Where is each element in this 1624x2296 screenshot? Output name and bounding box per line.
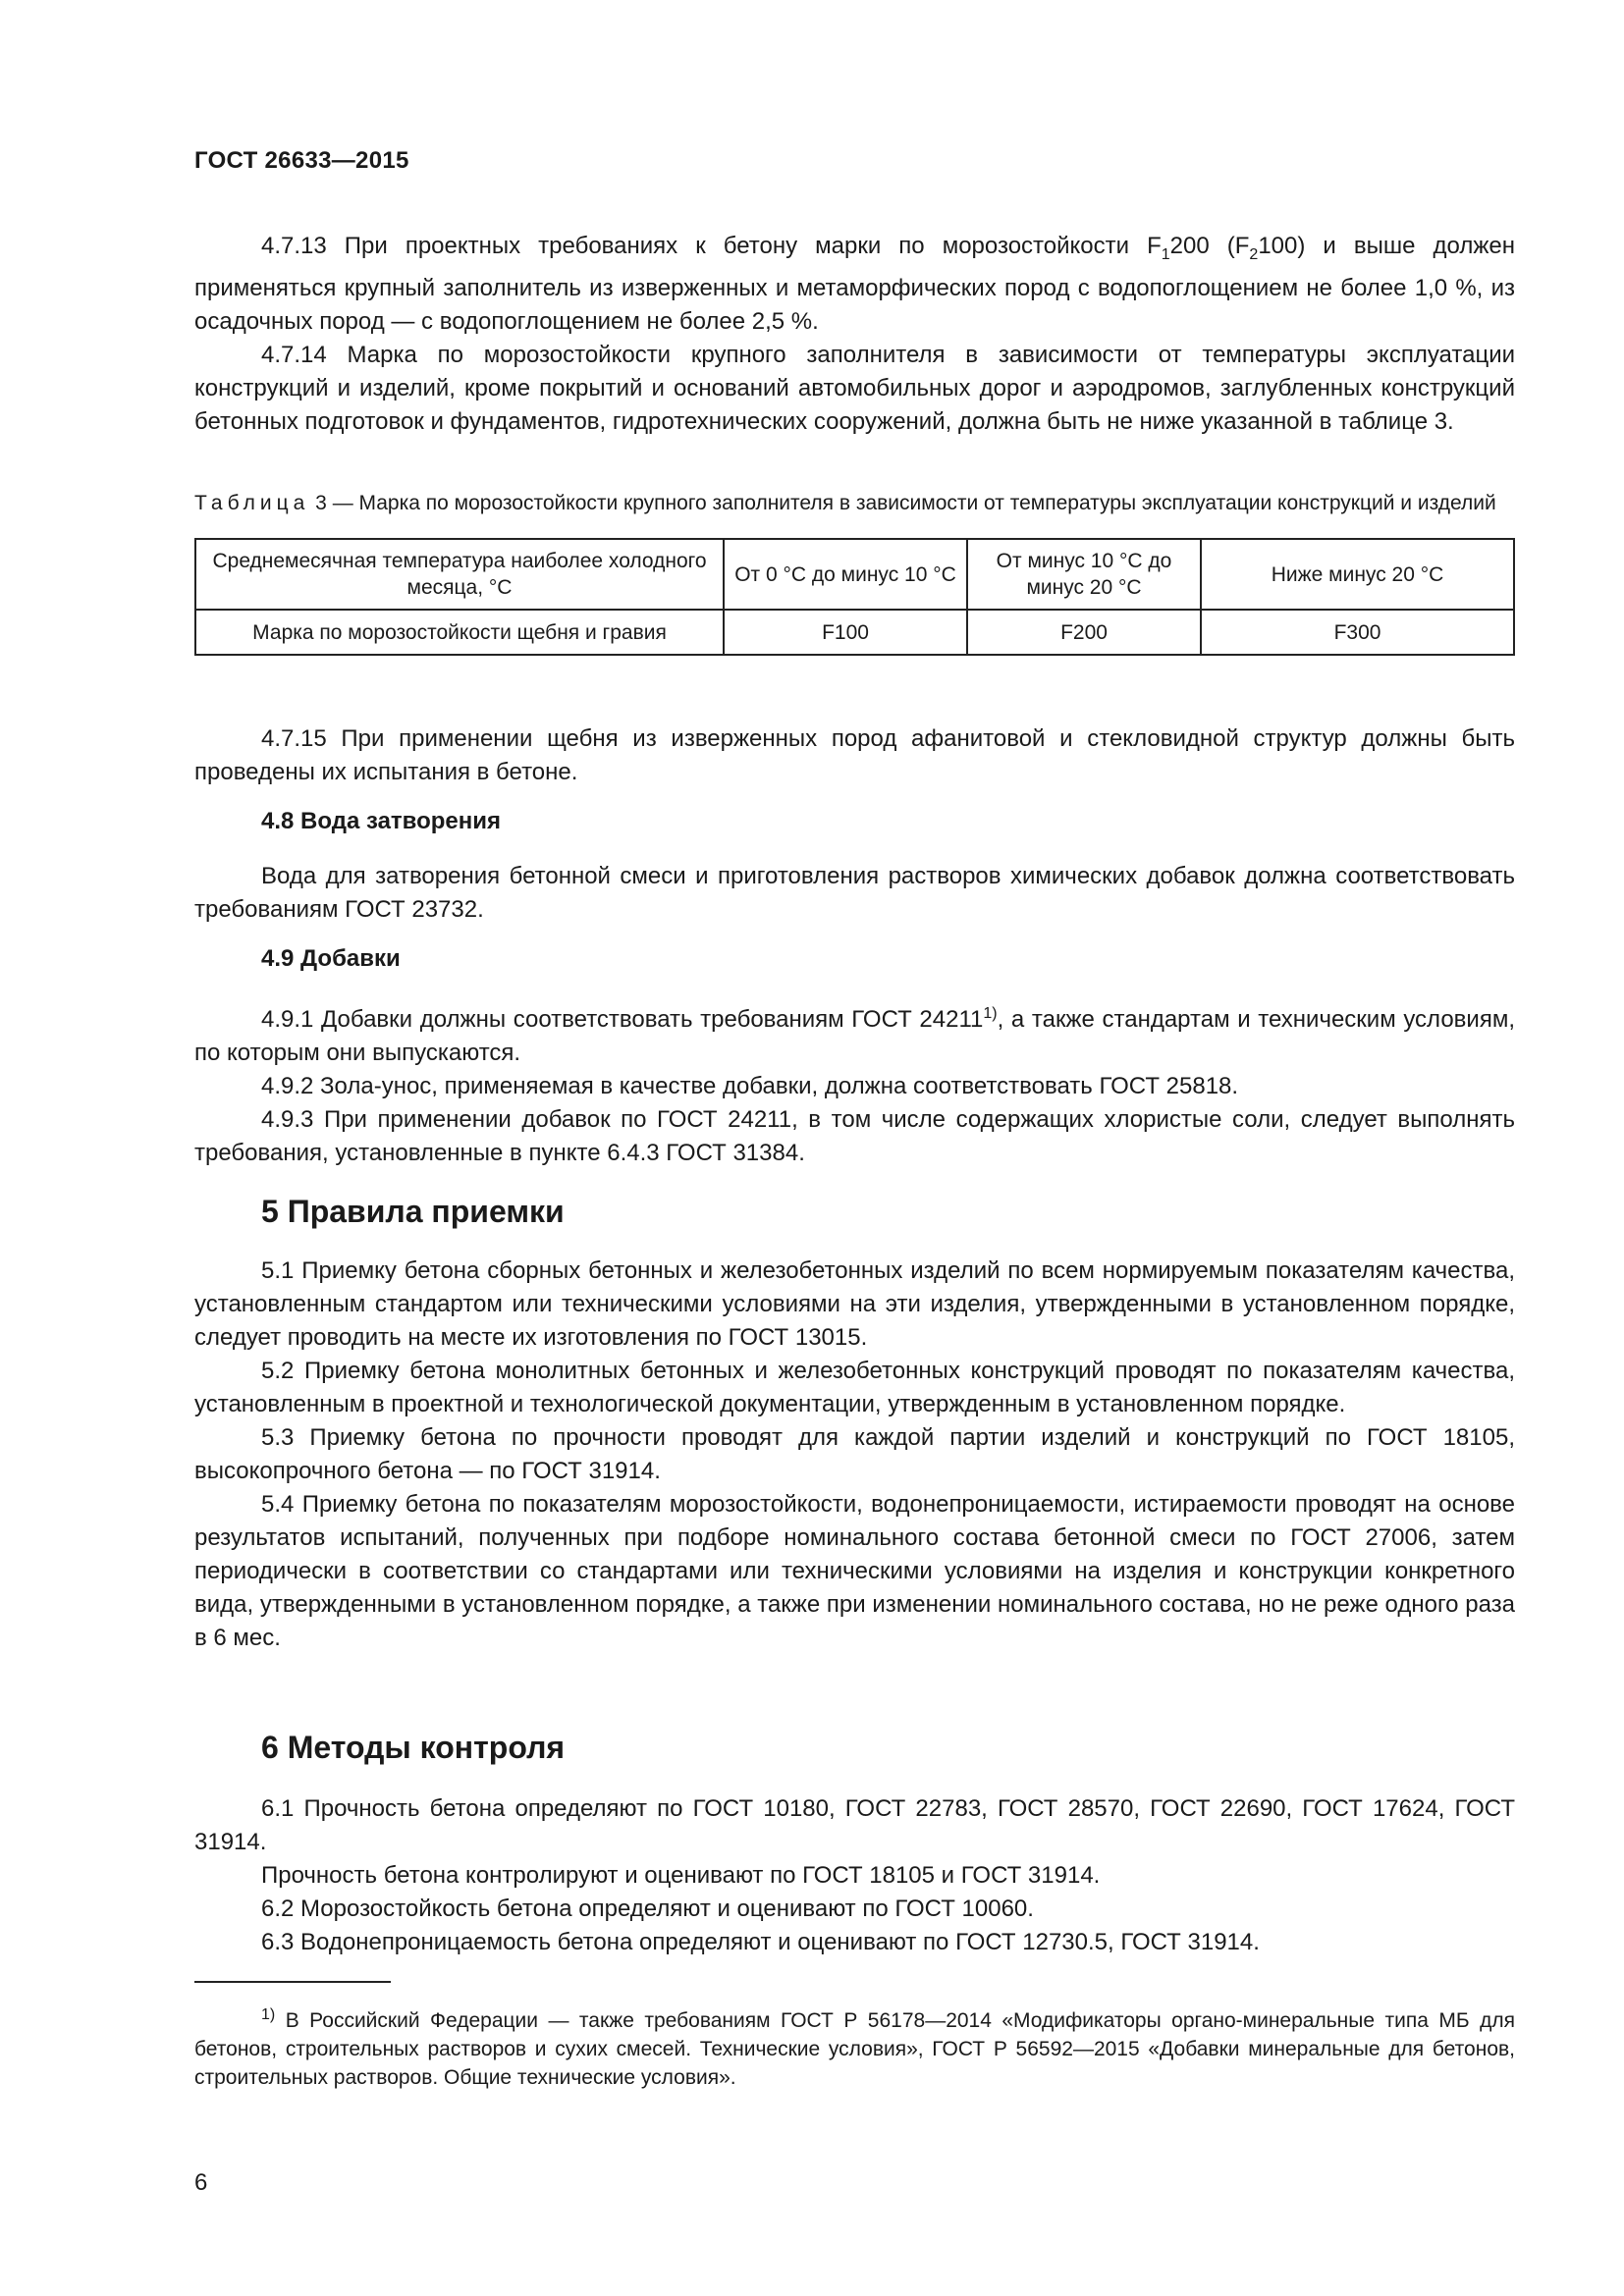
table-cell: Марка по морозостойкости щебня и гравия [195, 610, 724, 655]
paragraph-6-1-b: Прочность бетона контролируют и оценивают по ГОСТ 18105 и ГОСТ 31914. [261, 1862, 1101, 1889]
table-3-block [194, 489, 1515, 656]
table-header-cell: Среднемесячная температура наиболее холодного месяца, °С [195, 539, 724, 610]
paragraph-4-9-3: 4.9.3 При применении добавок по ГОСТ 24211, в том числе содержащих хлористые соли, следует выполнять требования, установленные в пункте 6.4.3 ГОСТ 31384. [194, 1106, 1515, 1166]
paragraph-4-9-2: 4.9.2 Зола-унос, применяемая в качестве добавки, должна соответствовать ГОСТ 25818. [261, 1073, 1239, 1099]
table-cell: F100 [724, 610, 967, 655]
table-caption: Таблица 3 — Марка по морозостойкости крупного заполнителя в зависимости от температуры эксплуатации конструкций и изделий [194, 492, 1496, 514]
page-header-doc-id: ГОСТ 26633—2015 [194, 147, 409, 174]
table-header-cell: От 0 °С до минус 10 °С [724, 539, 967, 610]
footnote-block [194, 1981, 1515, 2092]
body-block-4-7 [194, 230, 1515, 439]
footnote-separator [194, 1981, 391, 1983]
paragraph-5-3: 5.3 Приемку бетона по прочности проводят для каждой партии изделий и конструкций по ГОСТ 18105, высокопрочного бетона — по ГОСТ 31914. [194, 1424, 1515, 1484]
table-cell: F200 [967, 610, 1201, 655]
section-6 [194, 1728, 1515, 1959]
section-heading-5: 5 Правила приемки [261, 1194, 565, 1229]
paragraph-4-7-13: 4.7.13 При проектных требованиях к бетону марки по морозостойкости $F_1200$ $(F_2100)$ и выше должен применяться крупный заполнитель из изверженных и метаморфических пород с водопоглощением не более 1,0 %, из осадочных пород — с водопоглощением не более 2,5 %. [194, 233, 1515, 335]
paragraph-4-9-1: 4.9.1 Добавки должны соответствовать требованиям ГОСТ 24211$^{1)}$, а также стандартам и техническим условиям, по которым они выпускаются. [194, 1005, 1515, 1066]
page-number: 6 [194, 2169, 208, 2196]
table-cell: F300 [1201, 610, 1514, 655]
paragraph-4-8: Вода для затворения бетонной смеси и приготовления растворов химических добавок должна соответствовать требованиям ГОСТ 23732. [194, 863, 1515, 923]
paragraph-6-3: 6.3 Водонепроницаемость бетона определяют и оценивают по ГОСТ 12730.5, ГОСТ 31914. [261, 1929, 1260, 1955]
table-row [195, 610, 1514, 655]
footnote-1: $^{1)}$ В Российский Федерации — также требованиям ГОСТ Р 56178—2014 «Модификаторы органо-минеральные типа МБ для бетонов, строительных растворов и сухих смесей. Технические условия», ГОСТ Р 56592—2015 «Добавки минеральные для бетонов, строительных растворов. Общие технические условия». [194, 2006, 1515, 2089]
paragraph-4-7-14: 4.7.14 Марка по морозостойкости крупного заполнителя в зависимости от температуры эксплуатации конструкций и изделий, кроме покрытий и оснований автомобильных дорог и аэродромов, заглубленных конструкций бетонных подготовок и фундаментов, гидротехнических сооружений, должна быть не ниже указанной в таблице 3. [194, 341, 1515, 435]
table-header-cell: Ниже минус 20 °С [1201, 539, 1514, 610]
paragraph-5-4: 5.4 Приемку бетона по показателям морозостойкости, водонепроницаемости, истираемости проводят на основе результатов испытаний, полученных при подборе номинального состава бетонной смеси по ГОСТ 27006, затем периодически в соответствии со стандартами или техническими условиями на изделия и конструкции конкретного вида, утвержденными в установленном порядке, а также при изменении номинального состава, но не реже одного раза в 6 мес. [194, 1491, 1515, 1651]
section-4-8 [194, 805, 1515, 927]
section-heading-4-8: 4.8 Вода затворения [261, 808, 502, 834]
body-block-4-7-15 [194, 722, 1515, 789]
paragraph-4-7-15: 4.7.15 При применении щебня из изверженных пород афанитовой и стекловидной структур должны быть проведены их испытания в бетоне. [194, 725, 1515, 785]
paragraph-5-1: 5.1 Приемку бетона сборных бетонных и железобетонных изделий по всем нормируемым показателям качества, установленным стандартом или техническими условиями на эти изделия, утвержденными в установленном порядке, следует проводить на месте их изготовления по ГОСТ 13015. [194, 1257, 1515, 1351]
section-heading-4-9: 4.9 Добавки [261, 945, 401, 972]
section-heading-6: 6 Методы контроля [261, 1730, 566, 1765]
table-header-cell: От минус 10 °С до минус 20 °С [967, 539, 1201, 610]
section-5 [194, 1192, 1515, 1655]
section-4-9 [194, 942, 1515, 1170]
paragraph-6-2: 6.2 Морозостойкость бетона определяют и оценивают по ГОСТ 10060. [261, 1896, 1034, 1922]
table-3 [194, 538, 1515, 656]
paragraph-6-1: 6.1 Прочность бетона определяют по ГОСТ 10180, ГОСТ 22783, ГОСТ 28570, ГОСТ 22690, ГОСТ 17624, ГОСТ 31914. [194, 1795, 1515, 1855]
table-header-row [195, 539, 1514, 610]
paragraph-5-2: 5.2 Приемку бетона монолитных бетонных и железобетонных конструкций проводят по показателям качества, установленным в проектной и технологической документации, утвержденным в установленном порядке. [194, 1358, 1515, 1417]
